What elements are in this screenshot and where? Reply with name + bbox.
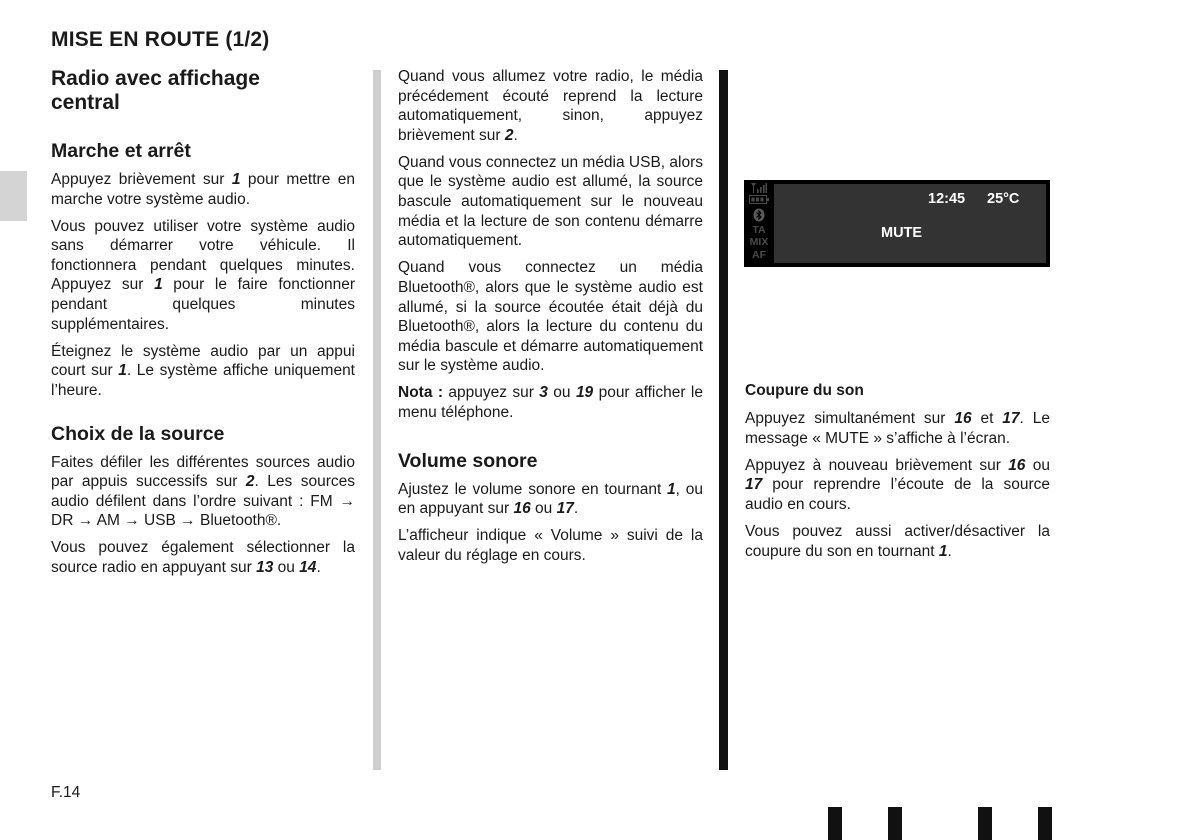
display-time: 12:45 [928, 191, 966, 207]
key-reference: 16 [954, 410, 972, 427]
bluetooth-icon [753, 208, 765, 222]
key-reference: 16 [1008, 456, 1026, 474]
paragraph-power-off: Éteignez le système audio par un appui court sur 1. Le système affiche uniquement l’heure. [51, 342, 355, 399]
column-divider-gray [373, 70, 381, 770]
key-reference: 2 [504, 126, 514, 144]
subsection-title-power: Marche et arrêt [51, 140, 191, 162]
paragraph-volume-adjust: Ajustez le volume sonore en tournant 1, ou en appuyant sur 16 ou 17. [398, 480, 703, 518]
display-mute-message: MUTE [881, 225, 923, 241]
key-reference: 1 [231, 171, 241, 188]
paragraph-mute-knob: Vous pouvez aussi activer/désactiver la coupure du son en tournant 1. [745, 522, 1050, 560]
af-indicator: AF [752, 249, 766, 261]
mix-indicator: MIX [749, 236, 769, 248]
column-right [745, 381, 1050, 569]
key-reference: 1 [938, 542, 948, 560]
key-reference: 13 [256, 559, 274, 576]
ta-indicator: TA [752, 224, 766, 236]
section-title-line1: Radio avec affichage [51, 67, 260, 90]
bold-label: Nota : [398, 384, 443, 402]
paragraph-volume-display: L’afficheur indique « Volume » suivi de la valeur du réglage en cours. [398, 527, 703, 564]
paragraph-power-on: Appuyez brièvement sur 1 pour mettre en marche votre système audio. [51, 171, 356, 208]
key-reference: 3 [539, 384, 548, 402]
subsection-title-volume: Volume sonore [398, 449, 538, 472]
battery-icon [749, 195, 769, 204]
subsection-title-mute: Coupure du son [745, 382, 864, 399]
crop-mark-1 [828, 807, 842, 840]
key-reference: 16 [513, 500, 531, 518]
signal-strength-icon [751, 183, 767, 193]
section-title [51, 67, 355, 115]
page-number: F.14 [51, 784, 81, 801]
paragraph-mute-off: Appuyez à nouveau brièvement sur 16 ou 17 pour reprendre l’écoute de la source audio en cours. [745, 456, 1050, 513]
radio-display-illustration [744, 180, 1050, 267]
crop-mark-3 [978, 807, 992, 840]
key-reference: 17 [556, 500, 574, 518]
key-reference: 2 [245, 473, 255, 491]
paragraph-source-cycle: Faites défiler les différentes sources audio par appuis successifs sur 2. Les sources audio défilent dans l’ordre suivant : FM → DR → AM → USB → Bluetooth®. [51, 453, 356, 530]
column-divider-black [719, 70, 728, 770]
key-reference: 17 [745, 476, 763, 494]
key-reference: 14 [299, 559, 317, 576]
display-screen [774, 184, 1046, 263]
key-reference: 1 [118, 362, 127, 380]
page-title: MISE EN ROUTE (1/2) [51, 28, 270, 51]
paragraph-bluetooth-connect: Quand vous connectez un média Bluetooth®, alors que le système audio est allumé, si la source écoutée était déjà du Bluetooth®, alors la lecture du contenu du média bascule et démarre automatiquement sur le système audio. [398, 259, 703, 375]
paragraph-mute-on: Appuyez simultanément sur 16 et 17. Le message « MUTE » s’affiche à l’écran. [745, 410, 1050, 447]
key-reference: 17 [1002, 410, 1020, 427]
column-middle [398, 67, 703, 573]
key-reference: 19 [575, 384, 594, 402]
paragraph-usb-connect: Quand vous connectez un média USB, alors que le système audio est allumé, la source bascule automatiquement sur le nouveau média et la lecture de son contenu démarre automatiquement. [398, 153, 704, 250]
paragraph-resume-media: Quand vous allumez votre radio, le média précédement écouté reprend la lecture automatiquement, sinon, appuyez brièvement sur 2. [398, 68, 703, 144]
subsection-title-source: Choix de la source [51, 422, 225, 445]
key-reference: 1 [154, 276, 163, 294]
crop-mark-4 [1038, 807, 1052, 840]
paragraph-nota-phone: Nota : appuyez sur 3 ou 19 pour afficher le menu téléphone. [398, 384, 703, 421]
display-temperature: 25°C [987, 191, 1020, 207]
paragraph-source-radio: Vous pouvez également sélectionner la source radio en appuyant sur 13 ou 14. [51, 539, 355, 576]
crop-mark-2 [888, 807, 902, 840]
key-reference: 1 [667, 480, 676, 498]
section-title-line2: central [51, 91, 120, 114]
column-left [51, 67, 355, 585]
side-tab-marker [0, 171, 27, 221]
display-indicator-strip [744, 180, 774, 267]
paragraph-power-without-engine: Vous pouvez utiliser votre système audio sans démarrer votre véhicule. Il fonctionnera pendant quelques minutes. Appuyez sur 1 pour le faire fonctionner pendant quelques minutes supplémentaires. [51, 217, 356, 333]
